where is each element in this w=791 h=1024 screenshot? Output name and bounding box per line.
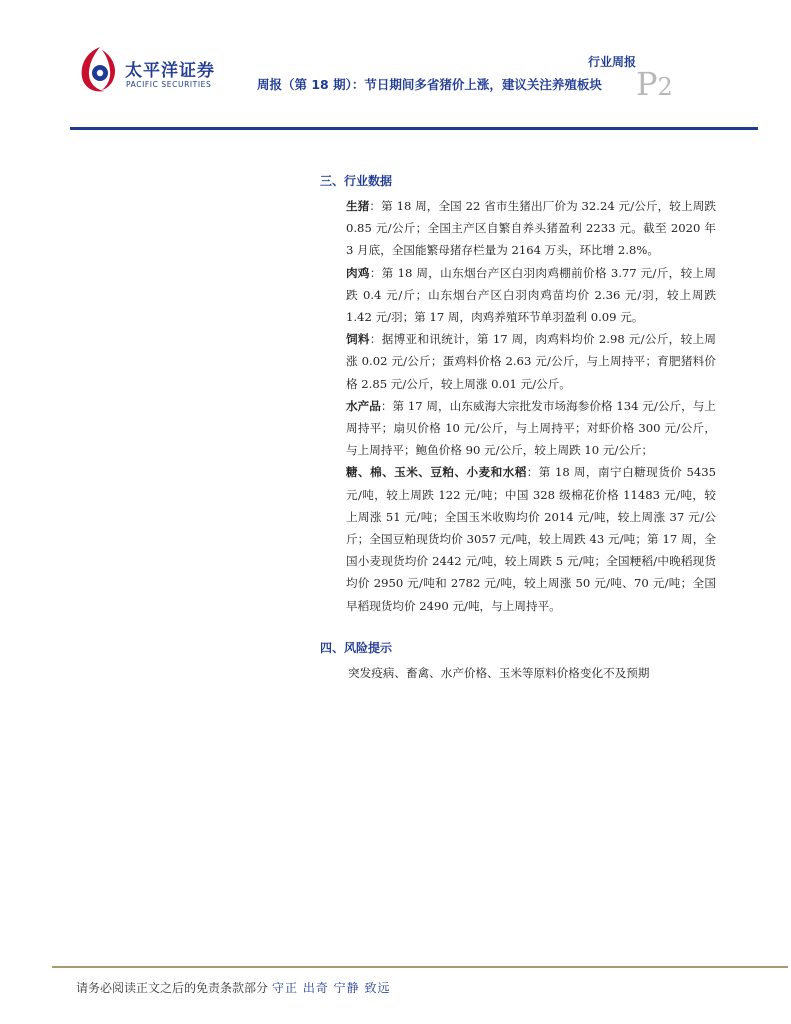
page-prefix: P <box>636 65 658 103</box>
section-heading-risk: 四、风险提示 <box>320 640 393 655</box>
paragraph-text: ：第 18 周，全国 22 省市生猪出厂价为 32.24 元/公斤，较上周跌 0.85 元/公斤；全国主产区自繁自养头猪盈利 2233 元。截至 2020 年 3 月底，全国能繁母猪存栏量为 2164 万头，环比增 2.8%。 <box>346 199 716 258</box>
paragraph-label: 水产品 <box>346 398 381 413</box>
paragraph-feed <box>346 328 716 395</box>
paragraph-text: ：据博亚和讯统计，第 17 周，肉鸡料均价 2.98 元/公斤，较上周涨 0.02 元/公斤；蛋鸡料价格 2.63 元/公斤，与上周持平；育肥猪料价格 2.85 元/公斤，较上周涨 0.01 元/公斤。 <box>346 332 716 391</box>
pacific-securities-logo-icon <box>78 44 122 94</box>
page-number-value: 2 <box>657 73 673 101</box>
footer-disclaimer: 请务必阅读正文之后的免责条款部分 <box>76 981 269 995</box>
footer-motto: 守正 出奇 宁静 致远 <box>272 981 391 995</box>
report-title: 周报（第 18 期）：节日期间多省猪价上涨，建议关注养殖板块 <box>257 77 602 92</box>
paragraph-text: ：第 17 周，山东威海大宗批发市场海参价格 134 元/公斤，与上周持平；扇贝价格 10 元/公斤，与上周持平；对虾价格 300 元/公斤，与上周持平；鲍鱼价格 90 元/公斤，较上周跌 10 元/公斤； <box>346 398 716 458</box>
paragraph-label: 肉鸡 <box>346 265 370 280</box>
logo-chinese-name: 太平洋证券 <box>125 61 215 81</box>
paragraph-label: 饲料 <box>346 332 370 347</box>
paragraph-broiler <box>346 262 716 329</box>
section-heading-industry-data: 三、行业数据 <box>320 174 393 188</box>
logo-english-name: PACIFIC SECURITIES <box>126 80 212 89</box>
footer <box>76 979 390 996</box>
page-number <box>636 65 673 103</box>
paragraph-text: ：第 18 周，南宁白糖现货价 5435 元/吨，较上周跌 122 元/吨；中国 328 级棉花价格 11483 元/吨，较上周涨 51 元/吨；全国玉米收购均价 2014 元/吨，较上周涨 37 元/公斤；全国豆粕现货均价 3057 元/吨，较上周跌 43 元/吨；第 17 周，全国小麦现货均价 2442 元/吨，较上周跌 5 元/吨；全国粳稻/中晚稻现货均价 2950 元/吨和 2782 元/吨，较上周涨 50 元/吨、70 元/吨；全国早稻现货均价 2490 元/吨，与上周持平。 <box>346 465 716 613</box>
paragraph-aquatic <box>346 395 716 462</box>
paragraph-hog <box>346 195 716 262</box>
footer-divider <box>52 966 788 968</box>
risk-warning-text: 突发疫病、畜禽、水产价格、玉米等原料价格变化不及预期 <box>348 665 650 680</box>
section-tag: 行业周报 <box>587 55 636 69</box>
paragraph-text: ：第 18 周，山东烟台产区白羽肉鸡棚前价格 3.77 元/斤，较上周跌 0.4 元/斤；山东烟台产区白羽肉鸡苗均价 2.36 元/羽，较上周跌 1.42 元/羽；第 17 周，肉鸡养殖环节单羽盈利 0.09 元。 <box>346 265 716 325</box>
paragraph-label: 生猪 <box>346 199 370 213</box>
header-divider <box>70 127 758 130</box>
paragraph-label: 糖、棉、玉米、豆粕、小麦和水稻 <box>346 465 527 480</box>
paragraph-crops <box>346 461 716 616</box>
company-logo <box>78 44 248 94</box>
main-content <box>320 172 716 684</box>
